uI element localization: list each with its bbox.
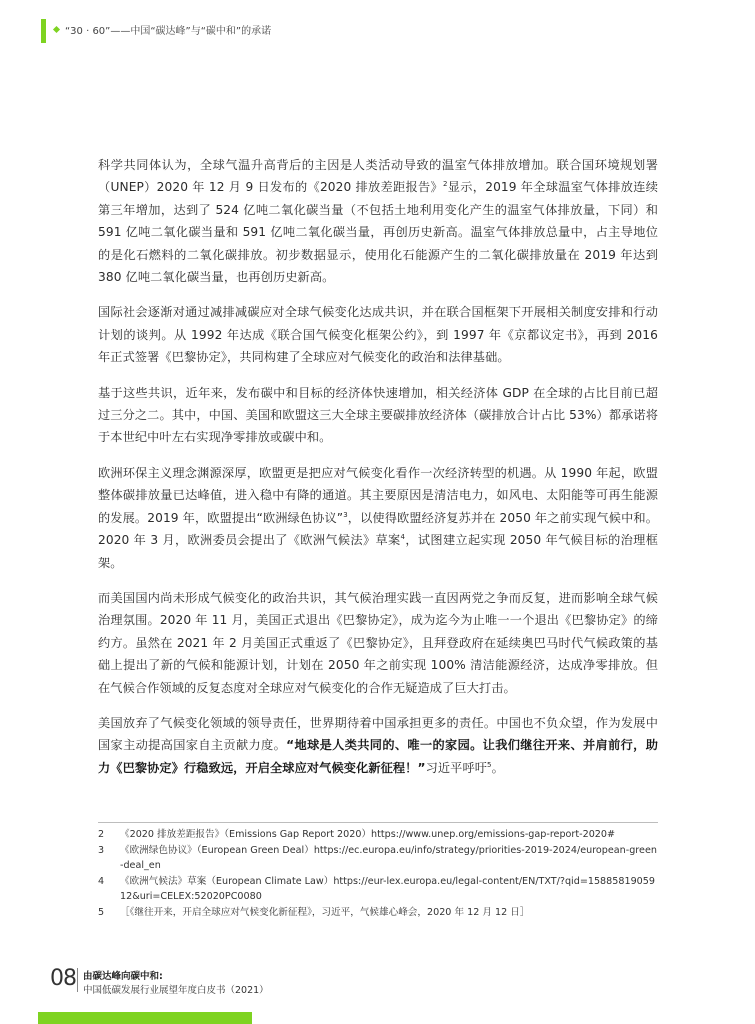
- footnote-ref-3[interactable]: 3: [343, 510, 348, 519]
- paragraph-4: [98, 462, 658, 574]
- paragraph-4-text-c: ，试图建立起实现 2050 年气候目标的治理框架。: [98, 533, 658, 570]
- footnote-number: 3: [98, 844, 105, 856]
- book-title: 由碳达峰向碳中和:: [83, 971, 163, 982]
- paragraph-6-text: 美国放弃了气候变化领域的领导责任，世界期待着中国承担更多的责任。中国也不负众望，作为发展中国家主动提高国家自主贡献力度。: [98, 715, 658, 753]
- footnote-text: ［《继往开来，开启全球应对气候变化新征程》，习近平，气候雄心峰会，2020 年 12 月 12 日］: [120, 906, 530, 918]
- footnote-ref-5[interactable]: 5: [487, 760, 492, 769]
- footnote-text[interactable]: 《欧洲气候法》草案（European Climate Law）https://eur-lex.europa.eu/legal-content/EN/TXT/?qid=1588581905912&uri=CELEX:52020PC0080: [120, 875, 655, 903]
- paragraph-5: 而美国国内尚未形成气候变化的政治共识，其气候治理实践一直因两党之争而反复，进而影响全球气候治理氛围。2020 年 11 月，美国正式退出《巴黎协定》，成为迄今为止唯一一个退出《巴黎协定》的缔约方。虽然在 2021 年 2 月美国正式重返了《巴黎协定》，且拜登政府在延续奥巴马时代气候政策的基础上提出了新的气候和能源计划，计划在 2050 年之前实现 100% 清洁能源经济，达成净零排放。但在气候合作领域的反复态度对全球应对气候变化的合作无疑造成了巨大打击。: [98, 590, 658, 695]
- footnote-text[interactable]: 《欧洲绿色协议》（European Green Deal）https://ec.europa.eu/info/strategy/priorities-2019-2024/european-green-deal_en: [120, 844, 657, 872]
- footnote-text[interactable]: 《2020 排放差距报告》（Emissions Gap Report 2020）https://www.unep.org/emissions-gap-report-2020#: [120, 829, 616, 840]
- header-accent-bar: [41, 19, 46, 43]
- footer-divider: [77, 968, 78, 992]
- footnotes: [98, 822, 658, 921]
- book-subtitle: 中国低碳发展行业展望年度白皮书（2021）: [83, 985, 269, 996]
- paragraph-1-rest: 显示，2019 年全球温室气体排放连续第三年增加，达到了 524 亿吨二氧化碳当量（不包括土地利用变化产生的温室气体排放量，下同）和 591 亿吨二氧化碳当量和 591 亿吨二氧化碳当量，再创历史新高。温室气体排放总量中，占主导地位的是化石燃料的二氧化碳排放。初步数据显示，使用化石能源产生的二氧化碳排放量在 2019 年达到 380 亿吨二氧化碳当量，也再创历史新高。: [98, 180, 658, 285]
- footnote-ref-4[interactable]: 4: [400, 533, 406, 542]
- paragraph-1: [98, 154, 658, 288]
- footnote-2: [98, 827, 658, 843]
- footnote-number: 4: [98, 875, 105, 887]
- paragraph-6-end: 。: [491, 760, 504, 775]
- page-number: 08: [50, 966, 76, 991]
- paragraph-4-text-a: 欧洲环保主义理念渊源深厚，欧盟更是把应对气候变化看作一次经济转型的机遇。从 1990 年起，欧盟整体碳排放量已达峰值，进入稳中有降的通道。其主要原因是清洁电力，如风电、太阳能等可再生能源的发展。2019 年，欧盟提出“欧洲绿色协议”: [98, 465, 658, 525]
- article-body: [98, 154, 658, 792]
- header-bullet-icon: [53, 26, 60, 33]
- footnote-4: [98, 874, 658, 905]
- footnote-3: [98, 843, 658, 874]
- paragraph-6-attribution: 习近平呼吁: [425, 760, 488, 775]
- running-header: “30 · 60”——中国“碳达峰”与“碳中和”的承诺: [65, 26, 272, 37]
- paragraph-3: 基于这些共识，近年来，发布碳中和目标的经济体快速增加，相关经济体 GDP 在全球的占比目前已超过三分之二。其中，中国、美国和欧盟这三大全球主要碳排放经济体（碳排放合计占比 53%）都承诺将于本世纪中叶左右实现净零排放或碳中和。: [98, 385, 658, 445]
- footnote-ref-2[interactable]: 2: [442, 180, 448, 189]
- footnote-number: 2: [98, 829, 105, 840]
- paragraph-1-text: 科学共同体认为，全球气温升高背后的主因是人类活动导致的温室气体排放增加。联合国环境规划署（UNEP）2020 年 12 月 9 日发布的《2020 排放差距报告》: [98, 158, 658, 195]
- footnote-5: [98, 905, 658, 921]
- footnote-number: 5: [98, 906, 105, 918]
- paragraph-4-text-b: ，以使得欧盟经济复苏并在 2050 年之前实现气候中和。2020 年 3 月，欧洲委员会提出了《欧洲气候法》草案: [98, 510, 658, 548]
- footer-accent-bar: [38, 1012, 252, 1024]
- quote-bold: “地球是人类共同的、唯一的家园。让我们继往开来、并肩前行，助力《巴黎协定》行稳致远，开启全球应对气候变化新征程！”: [98, 738, 659, 775]
- paragraph-6: [98, 712, 658, 779]
- paragraph-2: 国际社会逐渐对通过减排减碳应对全球气候变化达成共识，并在联合国框架下开展相关制度安排和行动计划的谈判。从 1992 年达成《联合国气候变化框架公约》，到 1997 年《京都议定书》，再到 2016 年正式签署《巴黎协定》，共同构建了全球应对气候变化的政治和法律基础。: [98, 305, 658, 365]
